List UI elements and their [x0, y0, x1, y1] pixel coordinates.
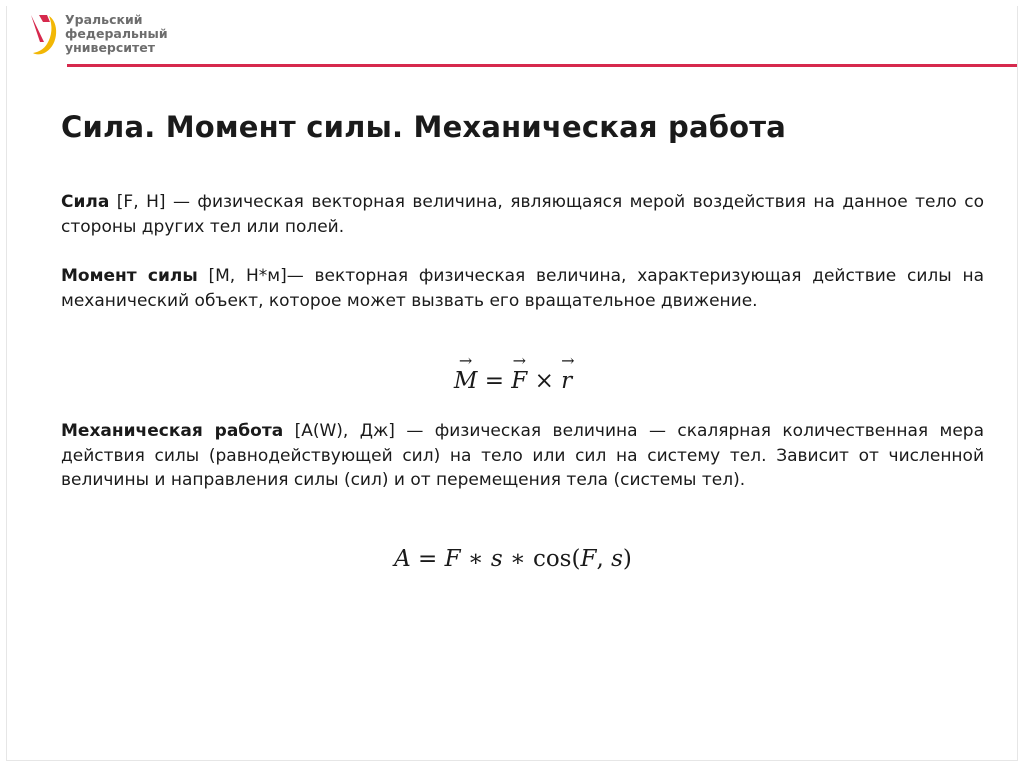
paren-close: )	[622, 546, 632, 572]
logo-line-1: Уральский	[65, 12, 143, 27]
arg-f: F	[580, 546, 597, 572]
definition-torque	[61, 264, 984, 313]
urfu-logo-icon	[29, 12, 59, 58]
header-divider	[67, 64, 1017, 67]
paren-open: (	[571, 546, 581, 572]
var-f: F	[444, 546, 461, 572]
definition-work	[61, 419, 984, 493]
vector-r: → r	[561, 368, 572, 394]
vector-f: → F	[511, 368, 527, 394]
slide-title: Сила. Момент силы. Механическая работа	[61, 110, 787, 144]
formula-torque	[7, 368, 1019, 394]
university-header	[29, 12, 168, 64]
formula-cross: ×	[527, 368, 562, 394]
definition-torque-text: [M, Н*м]— векторная физическая величина, характеризующая действие силы на механический объект, которое может вызвать его вращательное движение.	[61, 266, 984, 311]
logo-wordmark	[65, 13, 168, 55]
arg-comma: ,	[596, 546, 612, 572]
definition-force	[61, 190, 984, 239]
logo-line-3: университет	[65, 40, 156, 55]
logo-line-2: федеральный	[65, 26, 168, 41]
formula-mult: ∗	[460, 546, 491, 572]
vector-m: → M	[454, 368, 478, 394]
formula-equals: =	[410, 546, 445, 572]
term-work: Механическая работа	[61, 421, 284, 441]
term-torque: Момент силы	[61, 266, 198, 286]
definition-force-text: [F, Н] — физическая векторная величина, являющаяся мерой воздействия на данное тело со стороны других тел или полей.	[61, 192, 984, 237]
var-s: s	[490, 546, 503, 572]
formula-mult: ∗	[502, 546, 533, 572]
slide	[6, 6, 1018, 761]
definition-work-text: [A(W), Дж] — физическая величина — скалярная количественная мера действия силы (равнодействующей сил) на тело или сил на систему тел. Зависит от численной величины и направления силы (сил) и от перемещения тела (системы тел).	[61, 421, 984, 490]
formula-equals: =	[477, 368, 512, 394]
cos-function: cos	[532, 546, 572, 572]
formula-work	[7, 546, 1019, 572]
arg-s: s	[611, 546, 623, 572]
var-a: A	[394, 546, 411, 572]
term-force: Сила	[61, 192, 110, 212]
